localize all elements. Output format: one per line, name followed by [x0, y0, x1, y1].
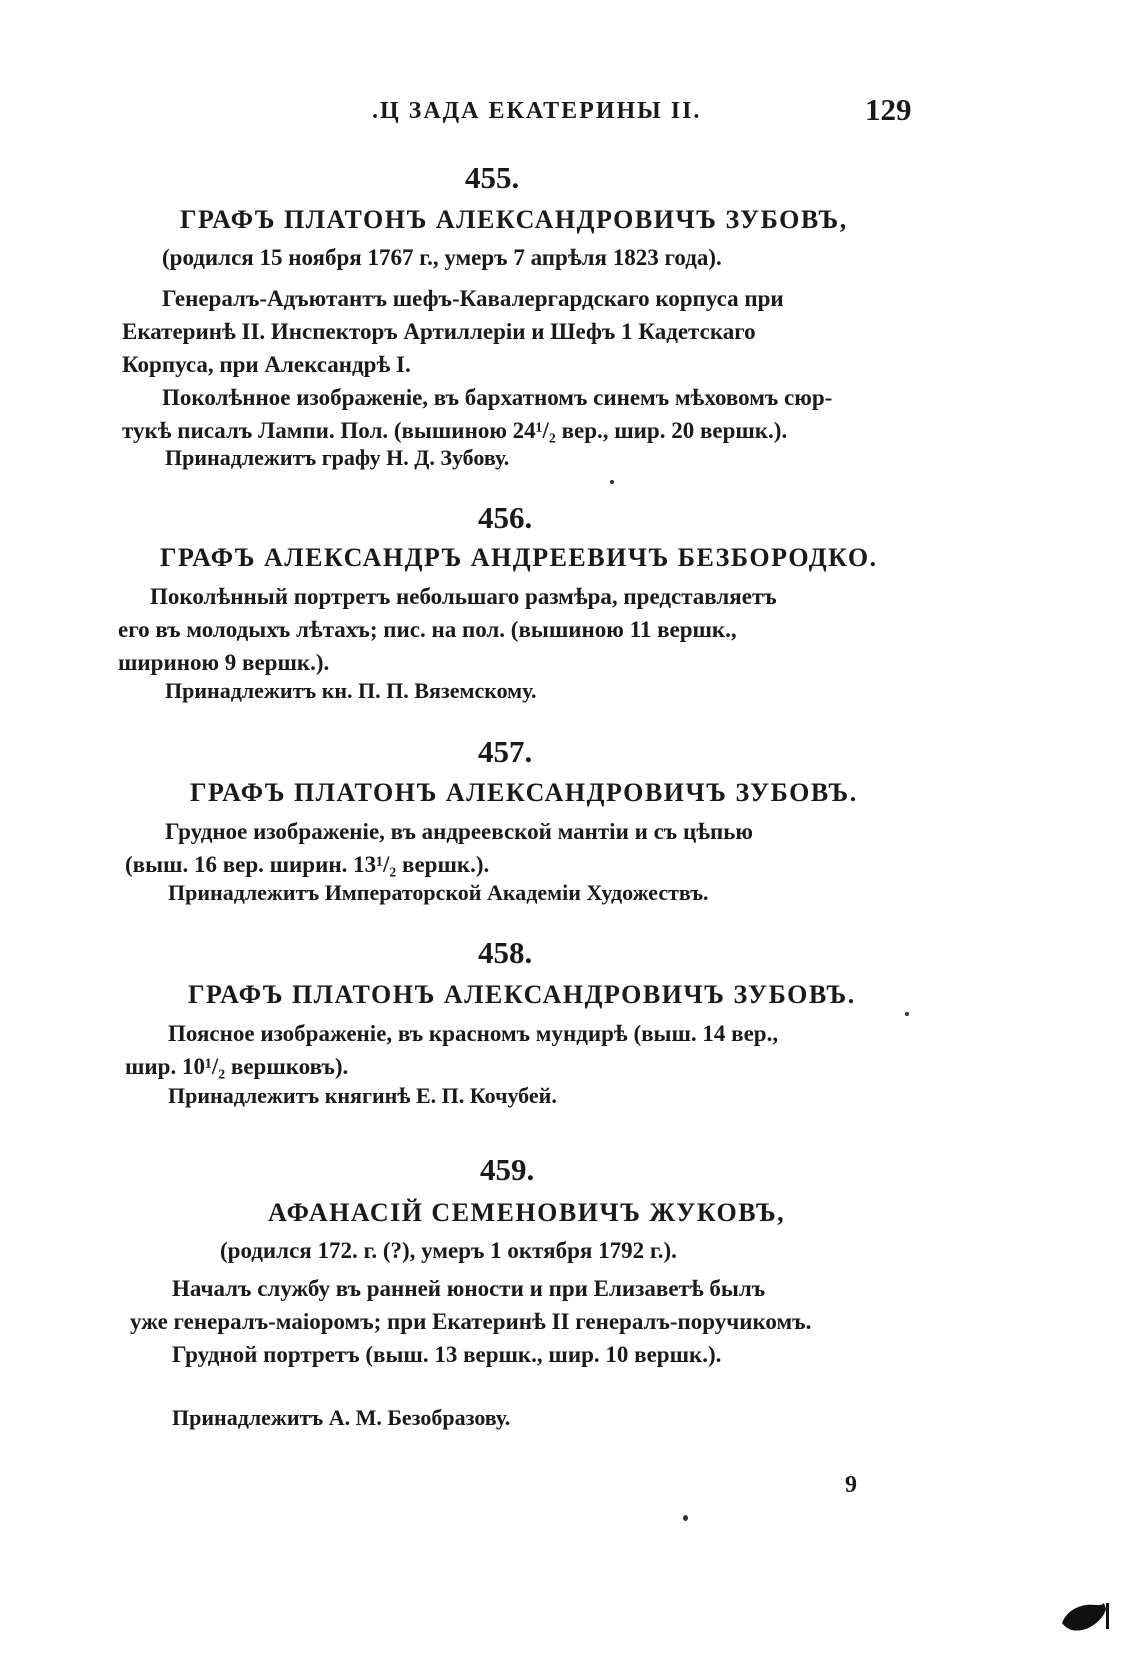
description-line: Началъ службу въ ранней юности и при Елизаветѣ былъ: [172, 1276, 766, 1301]
entry-owner: Принадлежитъ Императорской Академіи Художествъ.: [168, 880, 709, 905]
entry-dates: (родился 15 ноября 1767 г., умеръ 7 апрѣля 1823 года).: [162, 245, 722, 270]
entry-description: [125, 1017, 778, 1083]
entry-dates: (родился 172. г. (?), умеръ 1 октября 1792 г.).: [220, 1238, 677, 1263]
page-number: 129: [865, 92, 912, 127]
entry-number: 458.: [478, 935, 533, 970]
description-line: его въ молодыхъ лѣтахъ; пис. на пол. (вышиною 11 вершк.,: [118, 617, 737, 642]
entry-description: [130, 1272, 811, 1371]
running-head: .Ц ЗАДА ЕКАТЕРИНЫ II.: [372, 98, 702, 124]
entry-number: 457.: [478, 734, 533, 769]
description-line: Екатеринѣ II. Инспекторъ Артиллеріи и Шефъ 1 Кадетскаго: [122, 319, 756, 344]
entry-description: [122, 282, 832, 447]
description-line: уже генералъ-маіоромъ; при Екатеринѣ II генералъ-поручикомъ.: [130, 1309, 812, 1334]
entry-number: 459.: [480, 1152, 535, 1187]
entry-number: 455.: [465, 160, 520, 195]
entry-title: ГРАФЪ ПЛАТОНЪ АЛЕКСАНДРОВИЧЪ ЗУБОВЪ.: [188, 980, 856, 1009]
entry-description: [125, 815, 753, 881]
ink-speck: [683, 1515, 688, 1521]
entry-description: [118, 580, 777, 679]
description-line: Поколѣнный портретъ небольшаго размѣра, представляетъ: [150, 584, 777, 609]
entry-title: ГРАФЪ ПЛАТОНЪ АЛЕКСАНДРОВИЧЪ ЗУБОВЪ.: [190, 778, 858, 807]
entry-title: ГРАФЪ АЛЕКСАНДРЪ АНДРЕЕВИЧЪ БЕЗБОРОДКО.: [160, 543, 878, 572]
signature-mark: 9: [845, 1472, 857, 1498]
entry-owner: Принадлежитъ А. М. Безобразову.: [172, 1405, 511, 1430]
description-line: Грудное изображеніе, въ андреевской мантіи и съ цѣпью: [165, 819, 753, 844]
entry-owner: Принадлежитъ графу Н. Д. Зубову.: [165, 445, 510, 470]
description-line: Корпуса, при Александрѣ I.: [122, 352, 411, 377]
entry-owner: Принадлежитъ кн. П. П. Вяземскому.: [165, 678, 537, 703]
description-line: Грудной портретъ (выш. 13 вершк., шир. 10 вершк.).: [172, 1342, 722, 1367]
ink-blot-mark: [1060, 1599, 1110, 1635]
ink-speck: [610, 480, 614, 484]
description-line: шириною 9 вершк.).: [118, 650, 330, 675]
ink-speck: [905, 1012, 909, 1016]
entry-title: ГРАФЪ ПЛАТОНЪ АЛЕКСАНДРОВИЧЪ ЗУБОВЪ,: [180, 205, 848, 234]
entry-number: 456.: [478, 500, 533, 535]
description-line: Поколѣнное изображеніе, въ бархатномъ синемъ мѣховомъ сюр-: [162, 385, 833, 410]
entry-owner: Принадлежитъ княгинѣ Е. П. Кочубей.: [168, 1083, 557, 1108]
entry-title: АФАНАСІЙ СЕМЕНОВИЧЪ ЖУКОВЪ,: [268, 1198, 786, 1227]
description-line: Поясное изображеніе, въ красномъ мундирѣ (выш. 14 вер.,: [168, 1021, 779, 1046]
description-line: тукѣ писалъ Лампи. Пол. (вышиною 24¹/₂ вер., шир. 20 вершк.).: [122, 418, 788, 443]
description-line: (выш. 16 вер. ширин. 13¹/₂ вершк.).: [125, 852, 490, 877]
description-line: шир. 10¹/₂ вершковъ).: [125, 1054, 349, 1079]
description-line: Генералъ-Адъютантъ шефъ-Кавалергардскаго корпуса при: [162, 286, 784, 311]
